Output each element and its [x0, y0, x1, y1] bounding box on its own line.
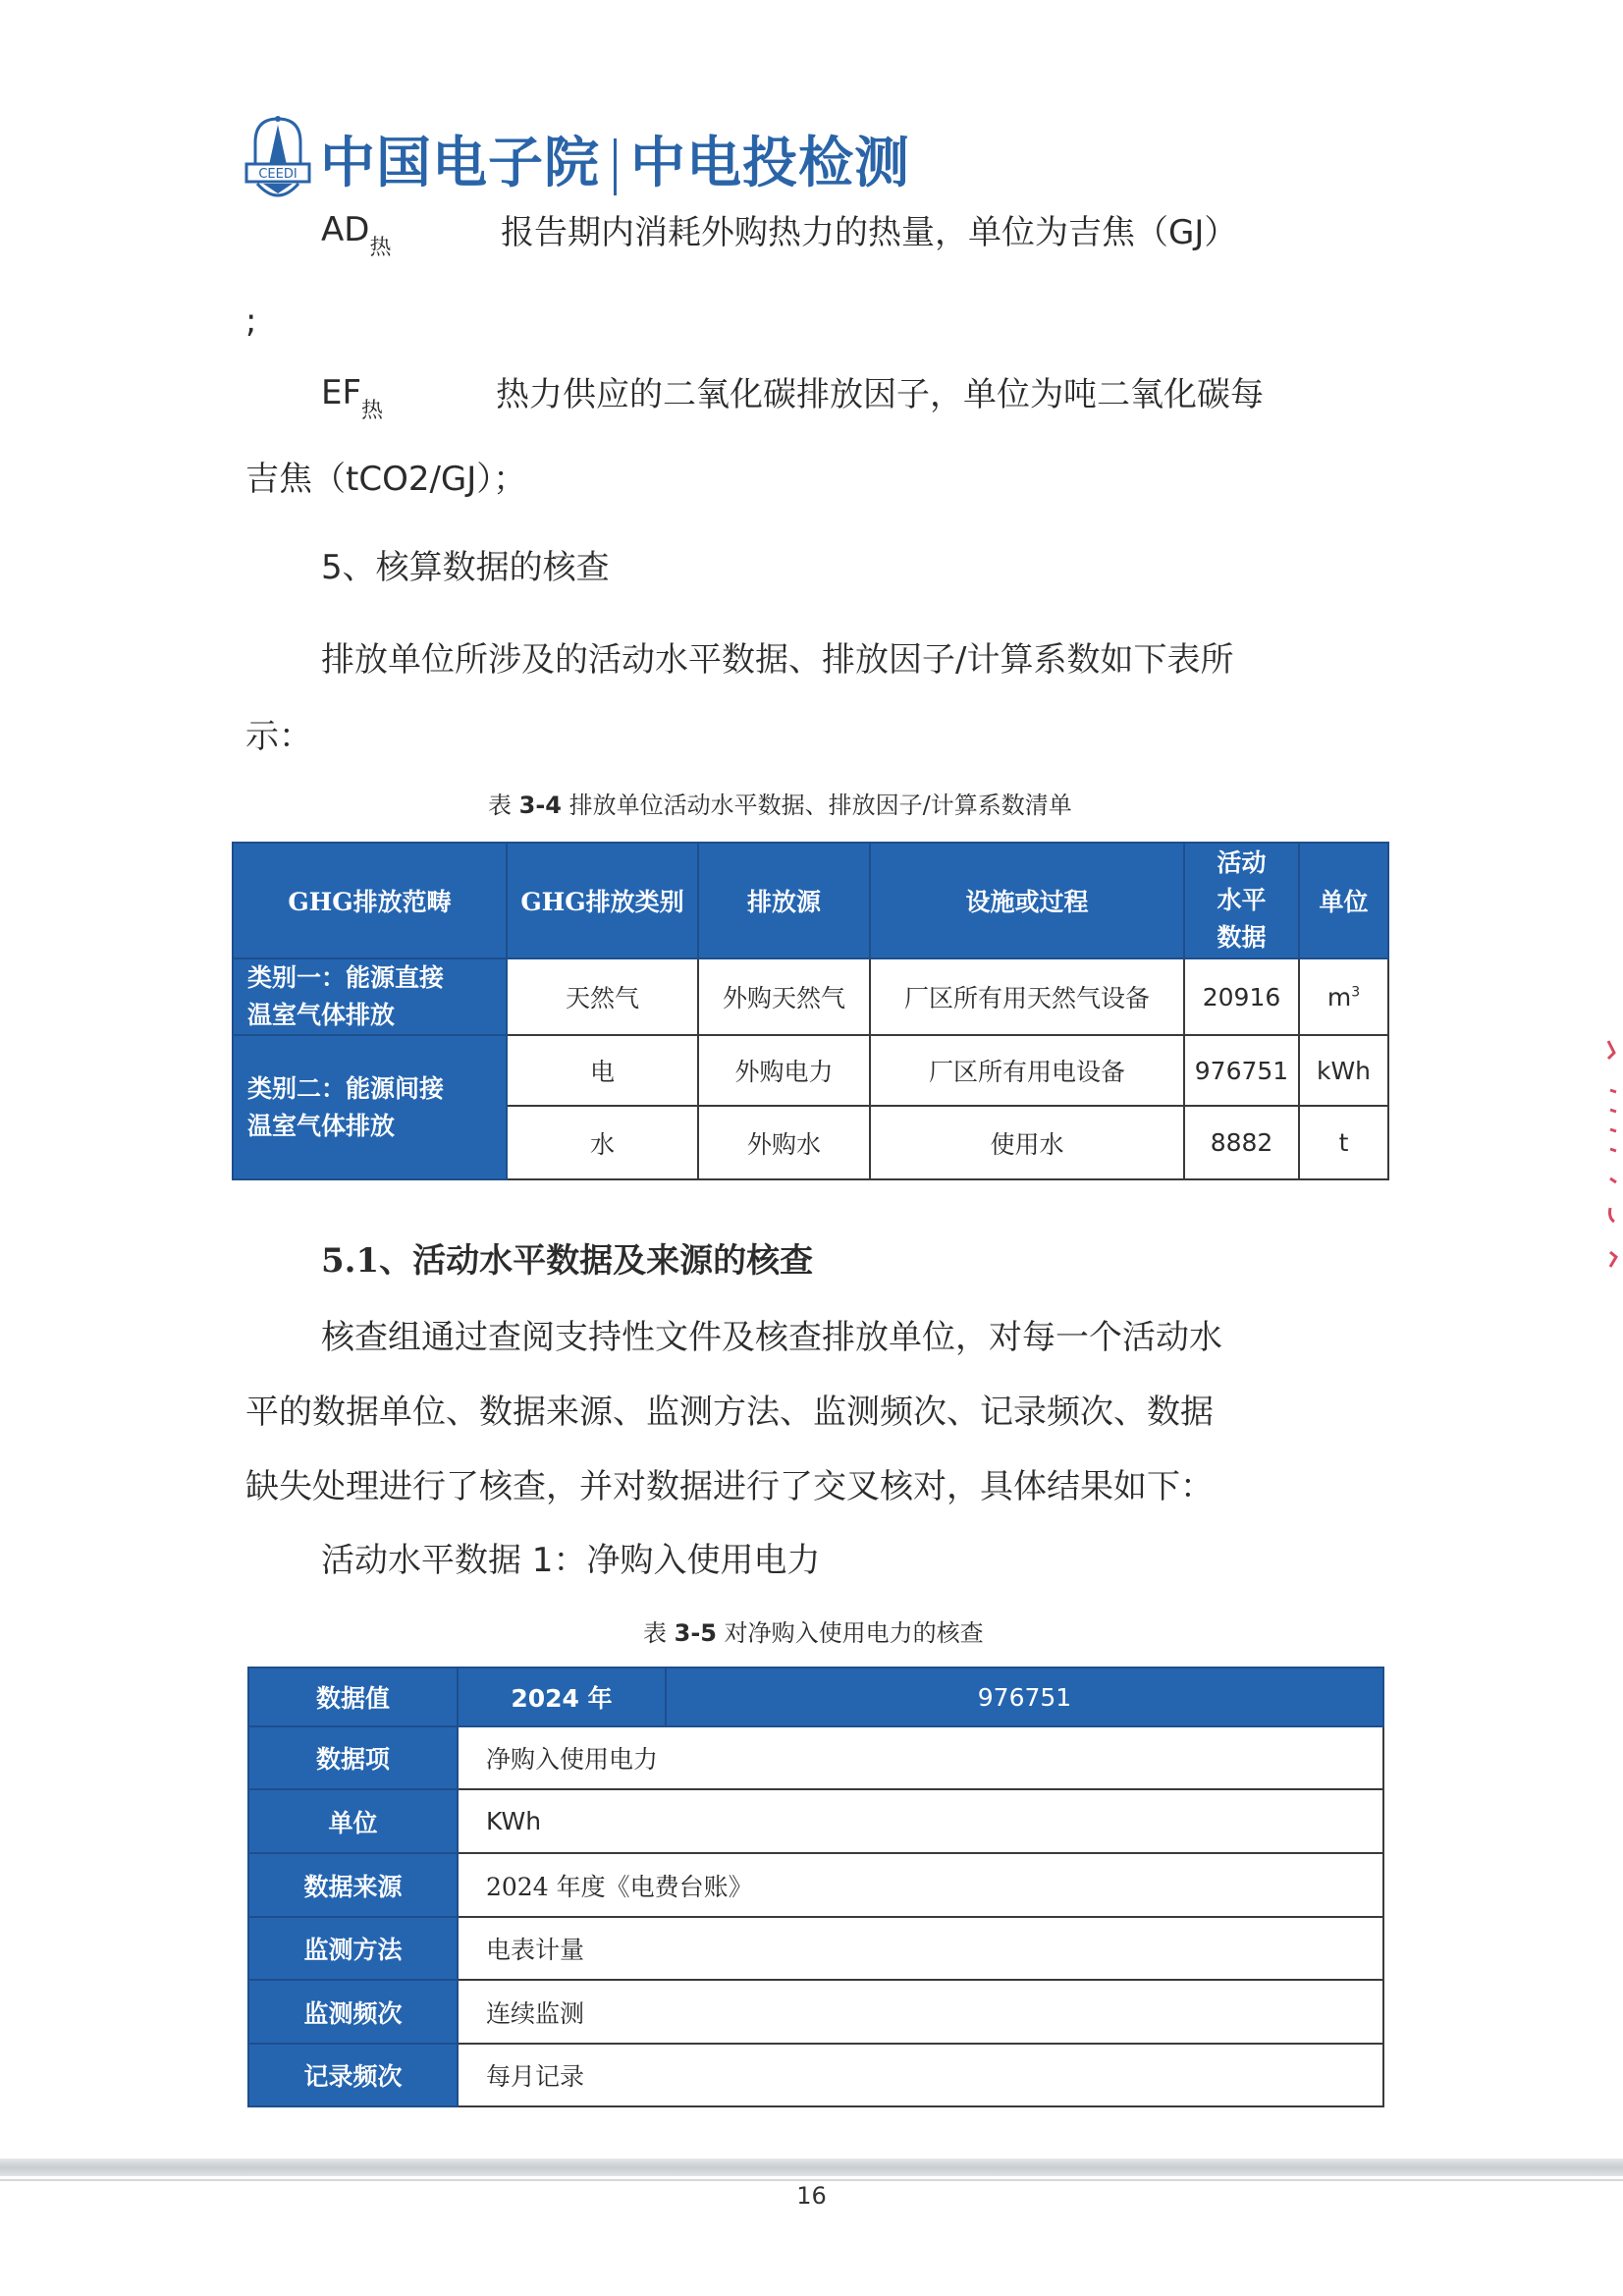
caption-text: 对净购入使用电力的核查	[717, 1619, 984, 1647]
row-label: 监测方法	[248, 1917, 458, 1980]
header-value: 976751	[666, 1667, 1383, 1726]
section-5-1-heading: 5.1、活动水平数据及来源的核查	[321, 1241, 814, 1281]
header-data-value-label: 数据值	[248, 1667, 458, 1726]
header-ghg-category: GHG排放类别	[507, 843, 698, 958]
category-direct-line2: 温室气体排放	[247, 1001, 396, 1029]
cell-type: 电	[507, 1035, 698, 1106]
header-activity-line2: 水平	[1217, 886, 1267, 914]
table-row	[248, 2044, 1383, 2106]
cell-type: 水	[507, 1106, 698, 1179]
ceedi-logo-icon	[243, 113, 312, 203]
ef-symbol: EF	[321, 373, 362, 412]
section-5-intro-line2: 示：	[245, 717, 312, 756]
section-5-1-body-line3: 缺失处理进行了核查，并对数据进行了交叉核对，具体结果如下：	[245, 1467, 1214, 1506]
cell-value: 8882	[1184, 1106, 1299, 1179]
cell-source: 外购电力	[698, 1035, 870, 1106]
row-value: 净购入使用电力	[458, 1726, 1383, 1789]
table-header-row	[233, 843, 1388, 958]
row-label: 数据来源	[248, 1853, 458, 1917]
cell-facility: 厂区所有用天然气设备	[870, 958, 1184, 1035]
row-value: 2024 年度《电费台账》	[458, 1853, 1383, 1917]
header-unit: 单位	[1299, 843, 1388, 958]
category-direct-line1: 类别一：能源直接	[247, 963, 445, 992]
row-value: 连续监测	[458, 1980, 1383, 2044]
table-row	[248, 1917, 1383, 1980]
row-label: 数据项	[248, 1726, 458, 1789]
brand-left: 中国电子院	[320, 132, 600, 195]
row-label: 监测频次	[248, 1980, 458, 2044]
table-3-4-caption	[488, 786, 1072, 820]
cell-unit: kWh	[1299, 1035, 1388, 1106]
cell-facility: 厂区所有用电设备	[870, 1035, 1184, 1106]
section-5-heading: 5、核算数据的核查	[321, 548, 610, 587]
seal-stamp-fragment	[1604, 982, 1623, 1277]
caption-text: 排放单位活动水平数据、排放因子/计算系数清单	[562, 792, 1072, 819]
footer-divider	[0, 2179, 1623, 2181]
table-row	[233, 958, 1388, 1035]
definition-ef-text: 热力供应的二氧化碳排放因子，单位为吨二氧化碳每	[496, 375, 1264, 414]
section-5-intro-line1: 排放单位所涉及的活动水平数据、排放因子/计算系数如下表所	[321, 640, 1234, 680]
activity-data-1-label: 活动水平数据 1：净购入使用电力	[321, 1541, 821, 1580]
unit-text: m	[1326, 982, 1352, 1011]
header-activity-line1: 活动	[1217, 848, 1267, 877]
table-row	[248, 1980, 1383, 2044]
svg-text:CEEDI: CEEDI	[258, 167, 298, 182]
table-3-5	[247, 1667, 1384, 2107]
header-emission-source: 排放源	[698, 843, 870, 958]
brand-right: 中电投检测	[630, 132, 910, 195]
category-indirect-line2: 温室气体排放	[247, 1111, 396, 1140]
unit-superscript: 3	[1351, 984, 1361, 1001]
row-value: KWh	[458, 1789, 1383, 1853]
category-indirect-line1: 类别二：能源间接	[247, 1073, 445, 1103]
table-3-4	[232, 842, 1389, 1180]
definition-ad-continuation: ;	[245, 301, 257, 341]
cell-source: 外购天然气	[698, 958, 870, 1035]
brand-separator	[614, 138, 617, 195]
row-value: 每月记录	[458, 2044, 1383, 2106]
caption-number: 3-5	[674, 1619, 717, 1647]
ad-symbol: AD	[321, 210, 370, 249]
header-ghg-scope: GHG排放范畴	[233, 843, 507, 958]
caption-prefix: 表	[643, 1619, 675, 1647]
ef-subscript: 热	[361, 399, 384, 423]
brand-title	[320, 120, 910, 198]
header-activity-line3: 数据	[1217, 923, 1267, 952]
table-row	[248, 1789, 1383, 1853]
definition-ad-symbol	[321, 208, 391, 270]
category-indirect	[233, 1035, 507, 1179]
definition-ef-continuation: 吉焦（tCO2/GJ）；	[245, 460, 527, 499]
footer-bar	[0, 2159, 1623, 2176]
table-row	[248, 1726, 1383, 1789]
header-year: 2024 年	[458, 1667, 666, 1726]
table-row	[233, 1035, 1388, 1106]
cell-value: 976751	[1184, 1035, 1299, 1106]
row-label: 单位	[248, 1789, 458, 1853]
ad-subscript: 热	[369, 236, 392, 260]
cell-unit: t	[1299, 1106, 1388, 1179]
header-facility: 设施或过程	[870, 843, 1184, 958]
row-value: 电表计量	[458, 1917, 1383, 1980]
definition-ef-symbol	[321, 371, 383, 433]
table-row	[248, 1853, 1383, 1917]
section-5-1-body-line2: 平的数据单位、数据来源、监测方法、监测频次、记录频次、数据	[245, 1393, 1214, 1432]
row-label: 记录频次	[248, 2044, 458, 2106]
caption-number: 3-4	[518, 792, 562, 819]
caption-prefix: 表	[488, 792, 519, 819]
page-number: 16	[796, 2182, 827, 2210]
cell-facility: 使用水	[870, 1106, 1184, 1179]
cell-type: 天然气	[507, 958, 698, 1035]
definition-ad-text: 报告期内消耗外购热力的热量，单位为吉焦（GJ）	[501, 213, 1238, 252]
seal-stamp-icon	[1604, 982, 1623, 1277]
table-3-5-caption	[643, 1613, 984, 1648]
table-header-row	[248, 1667, 1383, 1726]
header-activity-data	[1184, 843, 1299, 958]
ceedi-logo	[243, 113, 312, 203]
category-direct	[233, 958, 507, 1035]
cell-unit	[1299, 958, 1388, 1035]
cell-source: 外购水	[698, 1106, 870, 1179]
cell-value: 20916	[1184, 958, 1299, 1035]
section-5-1-body-line1: 核查组通过查阅支持性文件及核查排放单位，对每一个活动水	[321, 1318, 1222, 1357]
